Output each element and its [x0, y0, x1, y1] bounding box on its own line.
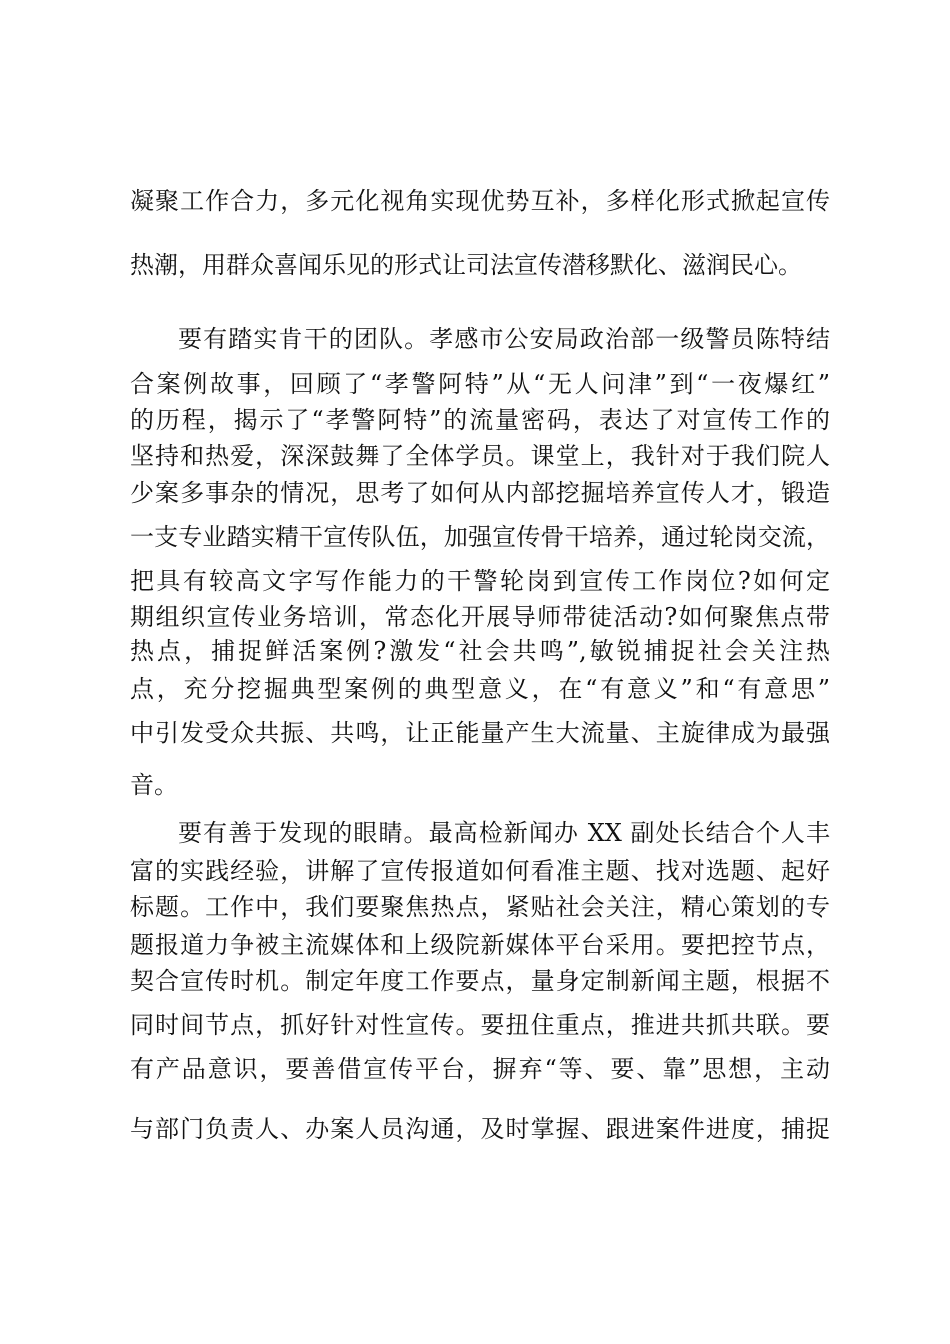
- paragraph-line: 把具有较高文字写作能力的干警轮岗到宣传工作岗位?如何定: [130, 567, 830, 595]
- paragraph-line: 热潮，用群众喜闻乐见的形式让司法宣传潜移默化、滋润民心。: [130, 251, 802, 279]
- paragraph-line: 与部门负责人、办案人员沟通，及时掌握、跟进案件进度，捕捉: [130, 1115, 830, 1143]
- paragraph-line: 音。: [130, 771, 178, 799]
- paragraph-line: 契合宣传时机。制定年度工作要点，量身定制新闻主题，根据不: [130, 967, 830, 995]
- paragraph-line: 要有踏实肯干的团队。孝感市公安局政治部一级警员陈特结: [178, 325, 830, 353]
- paragraph-line: 期组织宣传业务培训，常态化开展导师带徒活动?如何聚焦点带: [130, 603, 830, 631]
- paragraph-line: 要有善于发现的眼睛。最高检新闻办 XX 副处长结合个人丰: [178, 819, 830, 847]
- paragraph-line: 有产品意识，要善借宣传平台，摒弃“等、要、靠”思想，主动: [130, 1055, 830, 1083]
- paragraph-line: 的历程，揭示了“孝警阿特”的流量密码，表达了对宣传工作的: [130, 406, 830, 434]
- paragraph-line: 富的实践经验，讲解了宣传报道如何看准主题、找对选题、起好: [130, 857, 830, 885]
- paragraph-line: 坚持和热爱，深深鼓舞了全体学员。课堂上，我针对于我们院人: [130, 442, 830, 470]
- paragraph-line: 合案例故事，回顾了“孝警阿特”从“无人问津”到“一夜爆红”: [130, 370, 830, 398]
- paragraph-line: 少案多事杂的情况，思考了如何从内部挖掘培养宣传人才，锻造: [130, 479, 830, 507]
- paragraph-line: 标题。工作中，我们要聚焦热点，紧贴社会关注，精心策划的专: [130, 893, 830, 921]
- paragraph-line: 中引发受众共振、共鸣，让正能量产生大流量、主旋律成为最强: [130, 719, 830, 747]
- paragraph-line: 同时间节点，抓好针对性宣传。要扭住重点，推进共抓共联。要: [130, 1011, 830, 1039]
- paragraph-line: 题报道力争被主流媒体和上级院新媒体平台采用。要把控节点，: [130, 931, 830, 959]
- paragraph-line: 凝聚工作合力，多元化视角实现优势互补，多样化形式掀起宣传: [130, 187, 830, 215]
- paragraph-line: 热点，捕捉鲜活案例?激发“社会共鸣”,敏锐捕捉社会关注热: [130, 637, 830, 665]
- paragraph-line: 点，充分挖掘典型案例的典型意义，在“有意义”和“有意思”: [130, 675, 830, 703]
- paragraph-line: 一支专业踏实精干宣传队伍，加强宣传骨干培养，通过轮岗交流，: [130, 523, 830, 551]
